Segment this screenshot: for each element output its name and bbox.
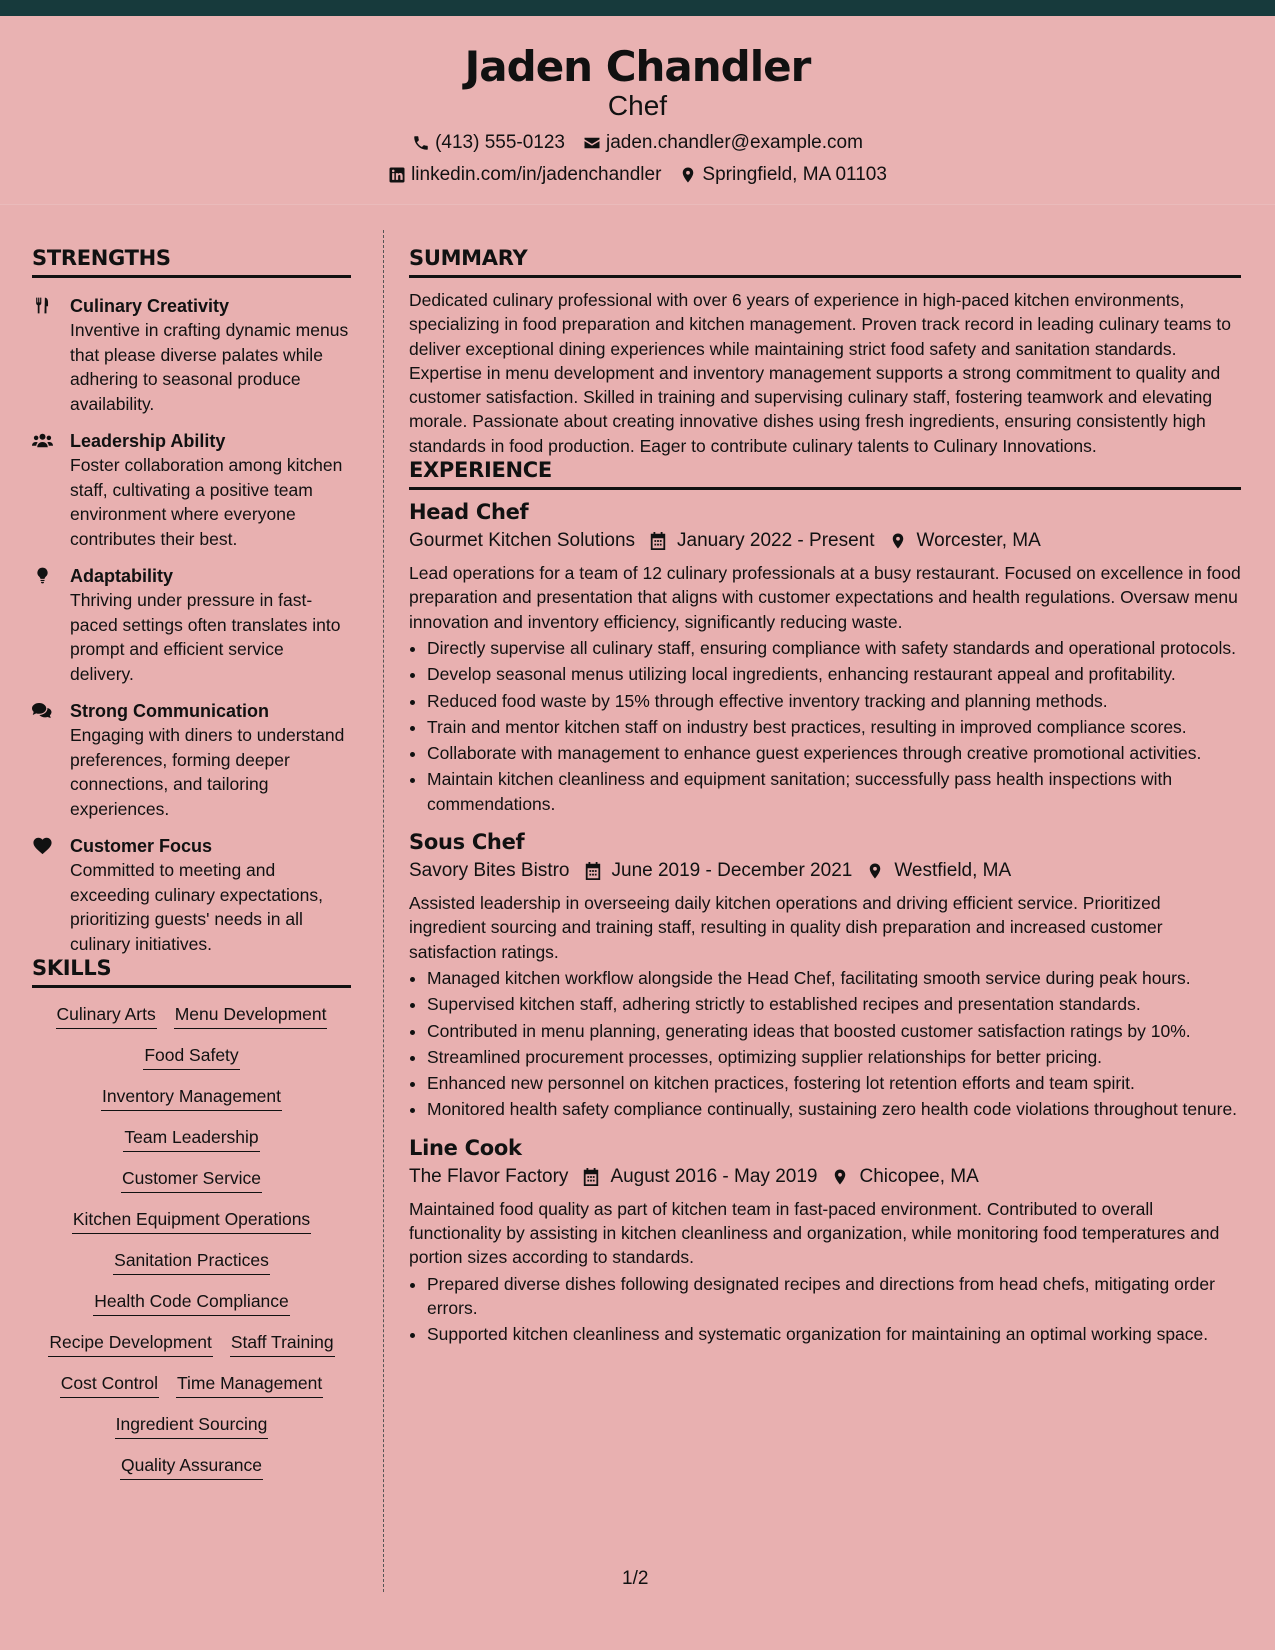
strength-item (32, 699, 351, 821)
job-bullet: • Train and mentor kitchen staff on industry best practices, resulting in improved compliance scores. (427, 715, 1241, 739)
job-bullets (409, 1272, 1241, 1347)
job-description: Maintained food quality as part of kitchen team in fast-paced environment. Contributed to overall functionality by assisting in kitchen cleanliness and organization, while monitoring food temperatures and portion sizes according to standards. (409, 1198, 1220, 1268)
location-text: Springfield, MA 01103 (702, 163, 887, 185)
linkedin-icon (388, 166, 406, 184)
job-company: The Flavor Factory (409, 1165, 569, 1187)
skill-tag: Inventory Management (101, 1086, 282, 1111)
experience-heading: EXPERIENCE (409, 458, 1241, 490)
summary-text: Dedicated culinary professional with over 6 years of experience in high-paced kitchen environments, specializing in food preparation and kitchen management. Proven track record in leading culinary teams to deliver exceptional dining experiences while maintaining strict food safety and sanitation standards. Expertise in menu development and inventory management supports a strong commitment to quality and customer satisfaction. Skilled in training and supervising culinary staff, fostering teamwork and elevating morale. Passionate about creating innovative dishes using fresh ingredients, ensuring consistently high standards in food production. Eager to contribute culinary talents to Culinary Innovations. (409, 290, 1231, 456)
job-location: Worcester, MA (916, 530, 1041, 552)
right-column (409, 246, 1241, 1347)
job-bullet: • Enhanced new personnel on kitchen practices, fostering lot retention efforts and team spirit. (427, 1071, 1241, 1095)
strength-description: Foster collaboration among kitchen staff, cultivating a positive team environment where everyone contributes their best. (70, 455, 343, 549)
job-bullet: • Reduced food waste by 15% through effective inventory tracking and planning methods. (427, 689, 1241, 713)
skill-tag: Culinary Arts (56, 1004, 157, 1029)
job-bullet: • Streamlined procurement processes, optimizing supplier relationships for better pricing. (427, 1045, 1241, 1069)
job-bullet: • Contributed in menu planning, generating ideas that boosted customer satisfaction ratings by 10%. (427, 1019, 1241, 1043)
skill-tag: Recipe Development (48, 1332, 212, 1357)
contact-row-1 (0, 132, 1275, 154)
skills-list (32, 1004, 351, 1480)
job-meta (409, 860, 1241, 882)
skill-tag: Customer Service (121, 1168, 262, 1193)
skill-tag: Staff Training (230, 1332, 335, 1357)
job-bullet: • Directly supervise all culinary staff, ensuring compliance with safety standards and operational protocols. (427, 636, 1241, 660)
phone-contact[interactable] (412, 132, 565, 154)
job-company: Gourmet Kitchen Solutions (409, 530, 636, 552)
strength-title: Leadership Ability (70, 431, 226, 451)
strength-item (32, 564, 351, 686)
job-bullets (409, 966, 1241, 1122)
email-contact[interactable] (583, 132, 863, 154)
job-bullet: • Develop seasonal menus utilizing local ingredients, enhancing restaurant appeal and profitability. (427, 662, 1241, 686)
skill-tag: Menu Development (174, 1004, 328, 1029)
strength-title: Adaptability (70, 566, 174, 586)
skill-tag: Food Safety (143, 1045, 239, 1070)
map-pin-icon (889, 531, 907, 551)
phone-icon (412, 134, 430, 152)
job-bullet: • Prepared diverse dishes following designated recipes and directions from head chefs, mitigating order errors. (427, 1272, 1241, 1321)
top-accent-bar (0, 0, 1275, 16)
envelope-icon (583, 134, 601, 152)
job-bullet: • Managed kitchen workflow alongside the Head Chef, facilitating smooth service during peak hours. (427, 966, 1241, 990)
map-pin-icon (679, 166, 697, 184)
comments-icon (32, 701, 53, 720)
resume-body (0, 230, 1275, 1590)
job-location: Westfield, MA (894, 860, 1012, 882)
strength-item (32, 834, 351, 956)
strength-title: Culinary Creativity (70, 296, 230, 316)
strength-description: Thriving under pressure in fast-paced settings often translates into prompt and efficient service delivery. (70, 590, 341, 684)
job-description: Lead operations for a team of 12 culinary professionals at a busy restaurant. Focused on excellence in food preparation and presentation that aligns with customer expectations and health regulations. Oversaw menu innovation and inventory efficiency, significantly reducing waste. (409, 563, 1241, 632)
resume-header (0, 16, 1275, 205)
skill-tag: Cost Control (60, 1373, 159, 1398)
linkedin-url: linkedin.com/in/jadenchandler (411, 163, 662, 185)
job-entry (409, 500, 1241, 816)
skill-tag: Time Management (176, 1373, 323, 1398)
calendar-icon (582, 1167, 600, 1187)
skill-tag: Sanitation Practices (113, 1250, 270, 1275)
job-description: Assisted leadership in overseeing daily kitchen operations and driving efficient service. Prioritized ingredient sourcing and training staff, resulting in quality dish preparation and increased customer satisfaction ratings. (409, 893, 1163, 962)
strength-item (32, 294, 351, 416)
job-meta (409, 530, 1241, 552)
skill-tag: Quality Assurance (120, 1455, 263, 1480)
lightbulb-icon (32, 566, 53, 585)
skill-tag: Health Code Compliance (93, 1291, 290, 1316)
job-bullet: • Supervised kitchen staff, adhering strictly to established recipes and presentation standards. (427, 992, 1241, 1016)
map-pin-icon (831, 1167, 849, 1187)
strength-title: Strong Communication (70, 701, 269, 721)
heart-icon (32, 836, 53, 855)
job-position: Sous Chef (409, 830, 525, 855)
map-pin-icon (866, 861, 884, 881)
contact-row-2 (0, 164, 1275, 186)
strengths-heading: STRENGTHS (32, 246, 351, 278)
calendar-icon (584, 861, 602, 881)
summary-heading: SUMMARY (409, 246, 1241, 278)
job-entry (409, 830, 1241, 1122)
job-company: Savory Bites Bistro (409, 860, 570, 882)
skills-heading: SKILLS (32, 956, 351, 988)
job-bullet: • Supported kitchen cleanliness and systematic organization for maintaining an optimal working space. (427, 1322, 1241, 1346)
job-meta (409, 1166, 1241, 1188)
left-column (32, 246, 351, 1480)
strength-description: Inventive in crafting dynamic menus that please diverse palates while adhering to seasonal produce availability. (70, 320, 349, 414)
job-bullet: • Collaborate with management to enhance guest experiences through creative promotional activities. (427, 741, 1241, 765)
column-divider (383, 230, 384, 1592)
skill-tag: Ingredient Sourcing (115, 1414, 269, 1439)
job-dates: January 2022 - Present (677, 530, 875, 552)
phone-number: (413) 555-0123 (435, 131, 565, 153)
job-bullet: • Monitored health safety compliance continually, sustaining zero health code violations throughout tenure. (427, 1097, 1241, 1121)
job-position: Head Chef (409, 500, 529, 525)
skill-tag: Team Leadership (123, 1127, 259, 1152)
job-bullets (409, 636, 1241, 816)
strength-title: Customer Focus (70, 836, 213, 856)
job-location: Chicopee, MA (859, 1165, 979, 1187)
job-dates: August 2016 - May 2019 (610, 1165, 818, 1187)
calendar-icon (649, 531, 667, 551)
strength-item (32, 429, 351, 551)
job-dates: June 2019 - December 2021 (611, 860, 853, 882)
strength-description: Committed to meeting and exceeding culinary expectations, prioritizing guests' needs in all culinary initiatives. (70, 860, 323, 954)
job-title: Chef (607, 90, 668, 122)
candidate-name: Jaden Chandler (464, 42, 811, 91)
email-address: jaden.chandler@example.com (606, 131, 863, 153)
users-icon (32, 431, 53, 450)
page-number: 1/2 (622, 1568, 649, 1589)
job-entry (409, 1136, 1241, 1347)
skill-tag: Kitchen Equipment Operations (72, 1209, 311, 1234)
job-bullet: • Maintain kitchen cleanliness and equipment sanitation; successfully pass health inspections with commendations. (427, 767, 1241, 816)
location-contact (679, 164, 887, 186)
job-position: Line Cook (409, 1135, 522, 1160)
strength-description: Engaging with diners to understand preferences, forming deeper connections, and tailoring experiences. (70, 725, 345, 819)
utensils-icon (32, 296, 53, 315)
linkedin-contact[interactable] (388, 164, 661, 186)
